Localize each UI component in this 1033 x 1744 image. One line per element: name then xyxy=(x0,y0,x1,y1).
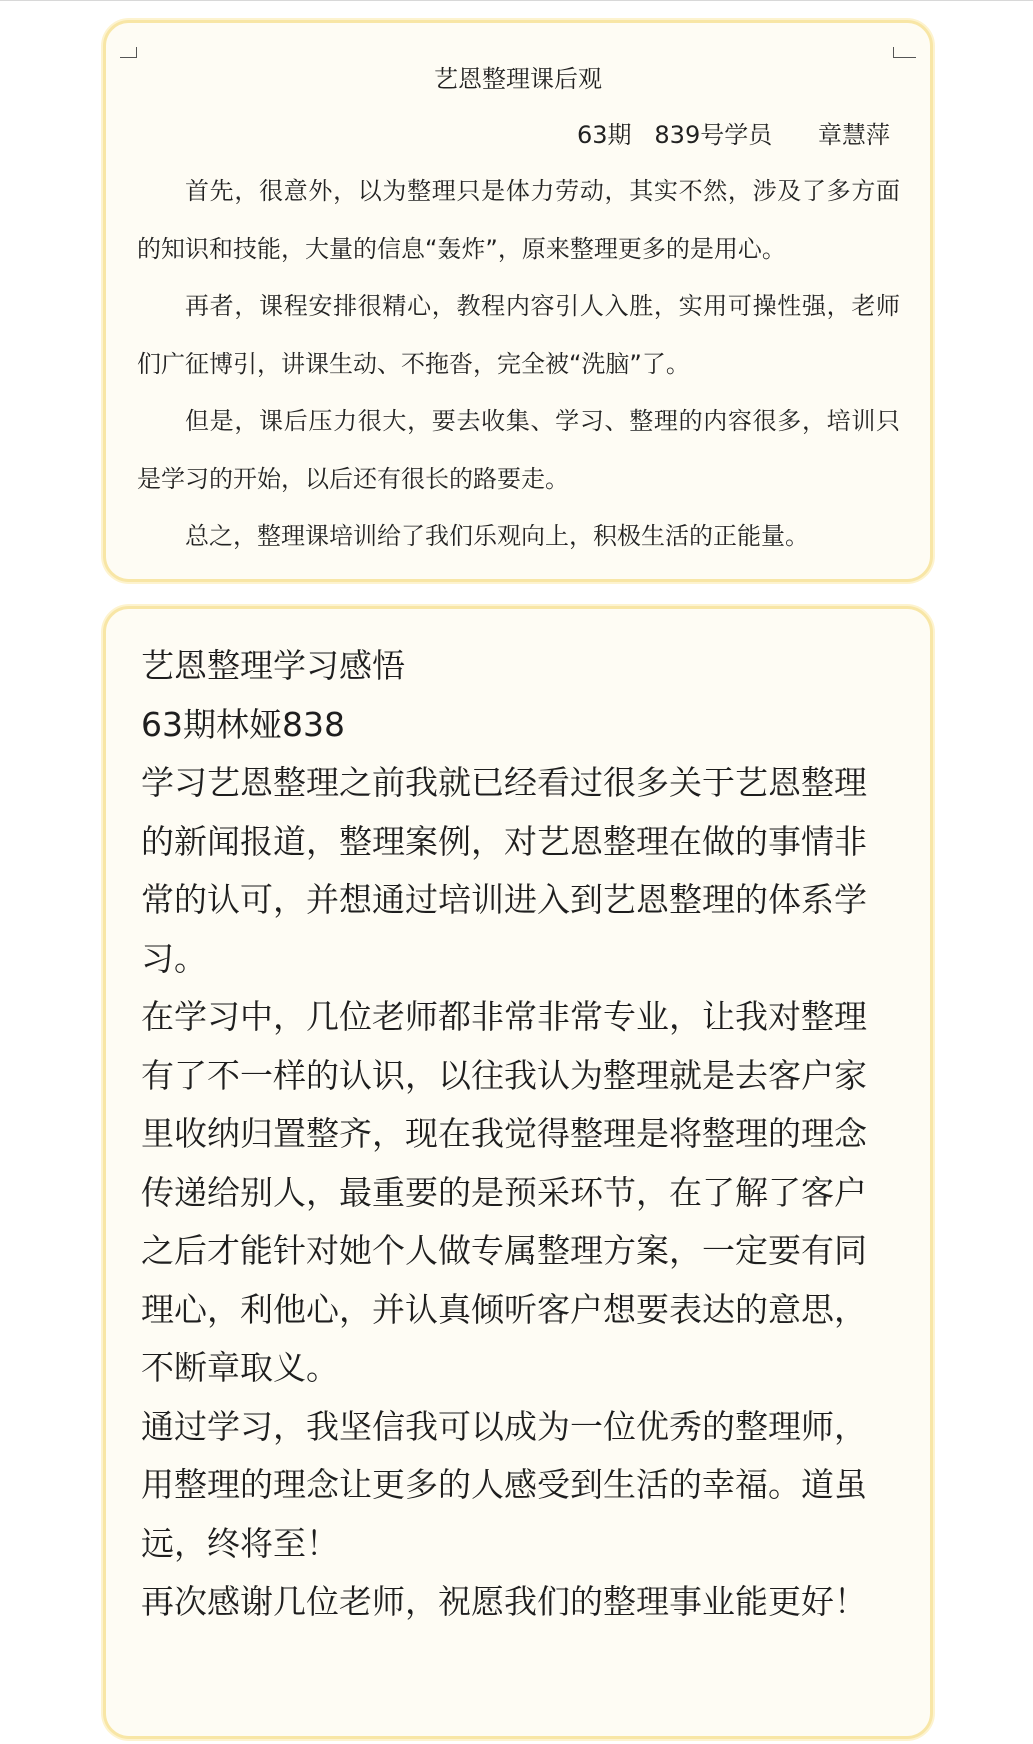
card2-paragraph: 再次感谢几位老师，祝愿我们的整理事业能更好！ xyxy=(141,1582,867,1621)
feedback-card-note xyxy=(103,606,933,1739)
card2-paragraph: 学习艺恩整理之前我就已经看过很多关于艺恩整理的新闻报道，整理案例，对艺恩整理在做的事情非常的认可，并想通过培训进入到艺恩整理的体系学习。 xyxy=(141,763,867,978)
card2-paragraph: 通过学习，我坚信我可以成为一位优秀的整理师，用整理的理念让更多的人感受到生活的幸福。道虽远，终将至！ xyxy=(141,1406,867,1563)
card2-author: 63期林娅838 xyxy=(141,704,345,744)
crop-mark-top-left-icon xyxy=(120,47,137,58)
card2-body xyxy=(141,637,888,1632)
card2-paragraph: 在学习中，几位老师都非常非常专业，让我对整理有了不一样的认识，以往我认为整理就是去客户家里收纳归置整齐，现在我觉得整理是将整理的理念传递给别人，最重要的是预采环节，在了解了客户之后才能针对她个人做专属整理方案，一定要有同理心，利他心，并认真倾听客户想要表达的意思，不断章取义。 xyxy=(141,997,867,1387)
card1-paragraph: 总之，整理课培训给了我们乐观向上，积极生活的正能量。 xyxy=(185,522,809,550)
feedback-card-printed xyxy=(103,20,933,582)
crop-mark-top-right-icon xyxy=(893,47,916,58)
card1-paragraph: 再者，课程安排很精心，教程内容引人入胜，实用可操性强，老师们广征博引，讲课生动、不拖沓，完全被“洗脑”了。 xyxy=(137,292,900,378)
card1-paragraph: 首先，很意外，以为整理只是体力劳动，其实不然，涉及了多方面的知识和技能，大量的信息“轰炸”，原来整理更多的是用心。 xyxy=(137,177,900,263)
card1-title: 艺恩整理课后观 xyxy=(434,65,602,93)
card1-body xyxy=(137,163,900,566)
card2-title: 艺恩整理学习感悟 xyxy=(141,646,405,685)
card1-author-line: 63期 839号学员 章慧萍 xyxy=(576,121,890,149)
card1-paragraph: 但是，课后压力很大，要去收集、学习、整理的内容很多，培训只是学习的开始，以后还有很长的路要走。 xyxy=(137,407,900,493)
top-divider xyxy=(0,0,1033,1)
